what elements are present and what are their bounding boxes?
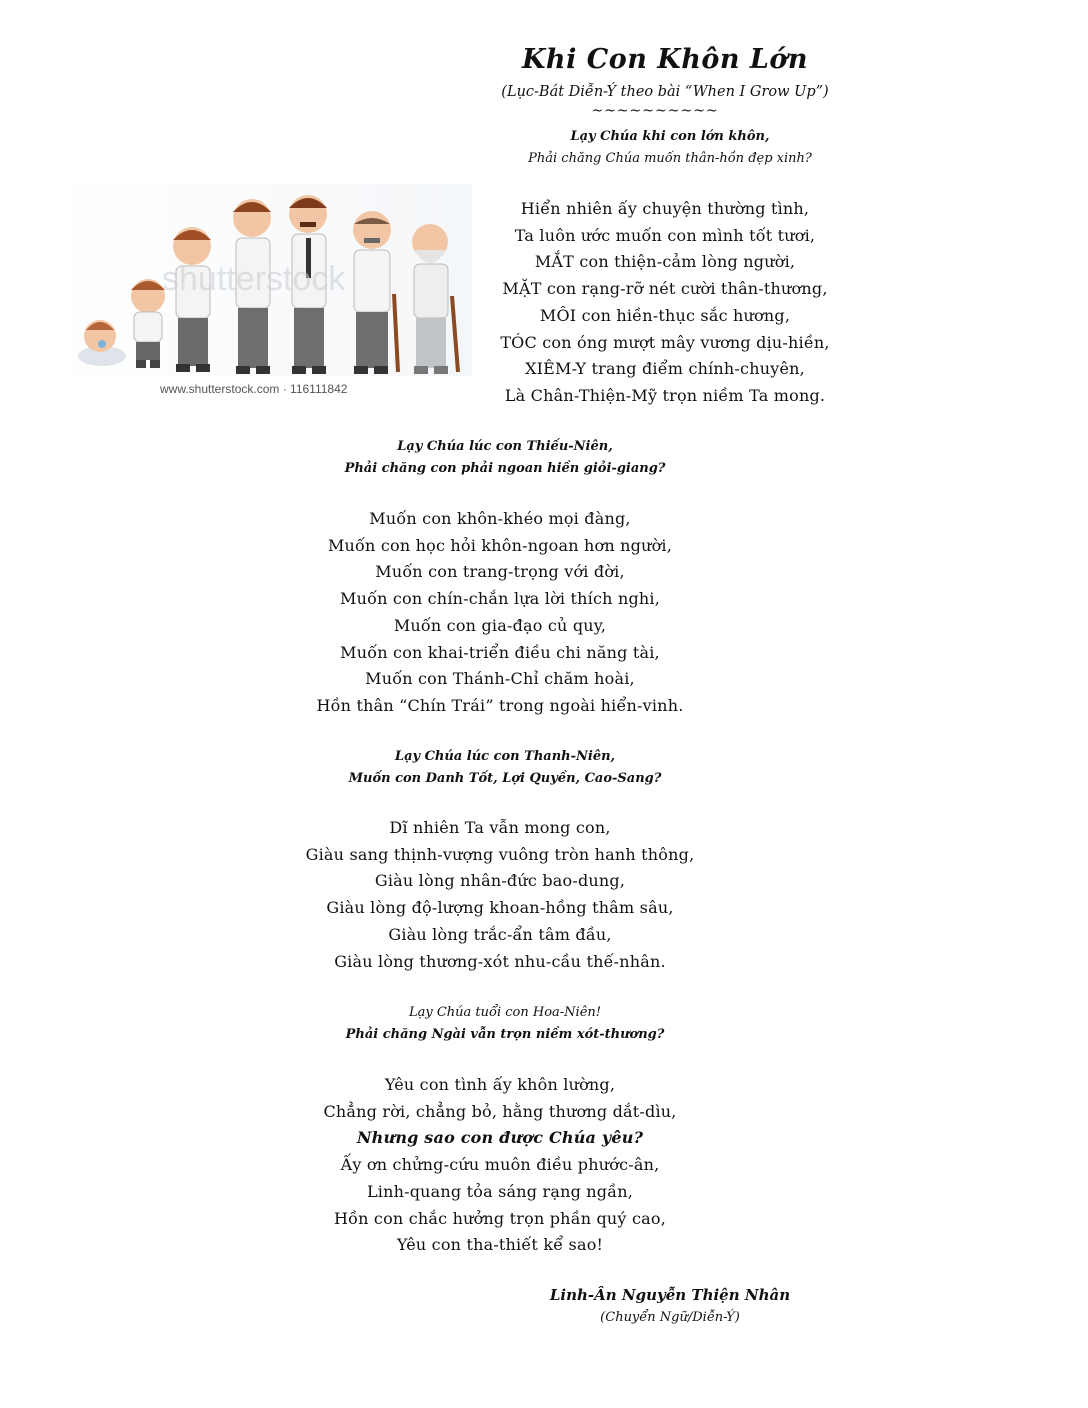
stanza-3-invocation [300, 746, 710, 790]
stanza-2-verses [290, 506, 710, 720]
verse-line-emphasized: Nhưng sao con được Chúa yêu? [356, 1128, 644, 1148]
poem-subtitle: (Lục-Bát Diễn-Ý theo bài “When I Grow Up”) [501, 84, 829, 100]
verse-line: Yêu con tha-thiết kể sao! [396, 1235, 604, 1255]
image-credit: www.shutterstock.com · 116111842 [160, 382, 348, 396]
poem-title: Khi Con Khôn Lớn [521, 44, 809, 75]
invocation-line: Phải chăng Ngài vẫn trọn niềm xót-thương? [345, 1027, 665, 1042]
verse-line: Muốn con gia-đạo củ quy, [393, 615, 607, 635]
verse-line: Yêu con tình ấy khôn lường, [384, 1075, 616, 1094]
stanza-1-invocation [470, 126, 870, 170]
verse-line: MẮT con thiện-cảm lòng người, [534, 252, 796, 272]
stanza-4-invocation [300, 1002, 710, 1046]
invocation-line: Lạy Chúa khi con lớn khôn, [570, 129, 770, 144]
title-divider: ~~~~~~~~~~ [591, 103, 719, 119]
verse-line: TÓC con óng mượt mây vương dịu-hiền, [500, 332, 830, 352]
verse-line: Giàu lòng độ-lượng khoan-hồng thâm sâu, [326, 898, 674, 918]
invocation-line: Phải chăng con phải ngoan hiền giỏi-giang? [344, 461, 666, 476]
stanza-1-verses [460, 196, 870, 410]
invocation-line: Muốn con Danh Tốt, Lợi Quyền, Cao-Sang? [348, 771, 662, 786]
verse-line: Giàu lòng nhân-đức bao-dung, [374, 871, 626, 891]
stanza-4-verses [290, 1072, 710, 1259]
verse-line: XIÊM-Y trang điểm chính-chuyên, [525, 359, 805, 379]
stanza-2-invocation [300, 436, 710, 480]
verse-line: Là Chân-Thiện-Mỹ trọn niềm Ta mong. [504, 385, 826, 405]
verse-line: Giàu lòng trắc-ẩn tâm đầu, [388, 924, 612, 944]
verse-line: Hồn con chắc hưởng trọn phần quý cao, [334, 1208, 666, 1228]
verse-line: Linh-quang tỏa sáng rạng ngần, [366, 1181, 634, 1201]
verse-line: Ta luôn ước muốn con mình tốt tươi, [514, 225, 816, 245]
toddler-figure [131, 279, 165, 368]
invocation-line: Lạy Chúa lúc con Thanh-Niên, [394, 749, 616, 764]
growth-stages-illustration [52, 184, 472, 406]
verse-line: Muốn con trang-trọng với đời, [375, 562, 625, 582]
verse-line: Hiển nhiên ấy chuyện thường tình, [520, 199, 810, 218]
verse-line: Dĩ nhiên Ta vẫn mong con, [389, 818, 611, 837]
verse-line: Giàu sang thịnh-vượng vuông tròn hanh thông, [305, 844, 695, 864]
child-figure [173, 227, 211, 372]
verse-line: MÔI con hiền-thục sắc hương, [539, 305, 791, 325]
verse-line: Hồn thân “Chín Trái” trong ngoài hiển-vinh. [316, 695, 684, 715]
watermark: shutterstock [162, 260, 346, 298]
verse-line: Chẳng rời, chẳng bỏ, hằng thương dắt-dìu, [323, 1101, 677, 1121]
verse-line: Muốn con khôn-khéo mọi đàng, [369, 509, 631, 528]
invocation-line: Phải chăng Chúa muốn thân-hồn đẹp xinh? [528, 151, 812, 166]
verse-line: Muốn con Thánh-Chỉ chăm hoài, [365, 669, 635, 689]
translation-note: (Chuyển Ngữ/Diễn-Ý) [600, 1310, 740, 1325]
author-signature: Linh-Ân Nguyễn Thiện Nhân [549, 1286, 791, 1304]
stanza-3-verses [290, 815, 710, 975]
verse-line: Muốn con học hỏi khôn-ngoan hơn người, [327, 535, 673, 555]
verse-line: Giàu lòng thương-xót nhu-cầu thế-nhân. [334, 951, 666, 971]
verse-line: Ấy ơn chửng-cứu muôn điều phước-ân, [340, 1155, 660, 1175]
verse-line: Muốn con khai-triển điều chi năng tài, [340, 642, 660, 662]
invocation-line: Lạy Chúa tuổi con Hoa-Niên! [408, 1005, 602, 1020]
verse-line: Muốn con chín-chắn lựa lời thích nghi, [340, 589, 660, 609]
verse-line: MẶT con rạng-rỡ nét cười thân-thương, [502, 279, 828, 299]
invocation-line: Lạy Chúa lúc con Thiếu-Niên, [397, 439, 613, 454]
